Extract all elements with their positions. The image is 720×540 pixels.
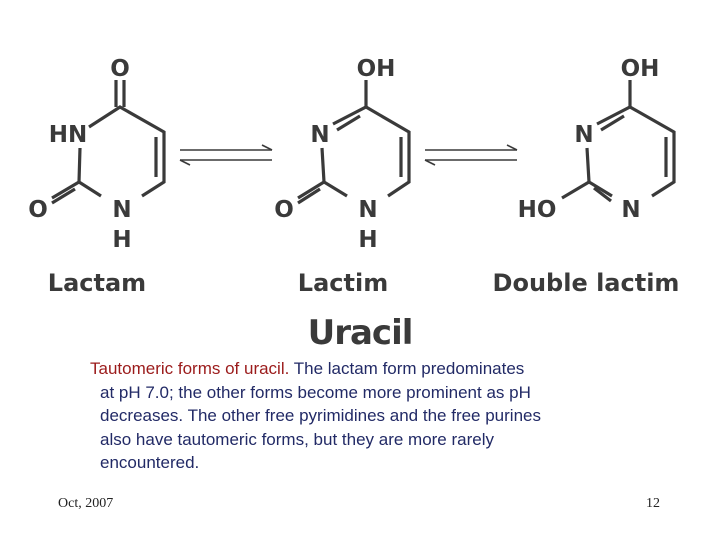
- figure-caption: [90, 357, 690, 475]
- lactam-side-oxygen: O: [28, 197, 48, 223]
- double-lactim-ring-nitrogen: N: [621, 197, 641, 223]
- caption-line-3: decreases. The other free pyrimidines and the free purines: [100, 406, 541, 425]
- double-lactim-hydroxyl-side: HO: [517, 197, 557, 223]
- lactim-ring-nitrogen-upper: N: [310, 122, 330, 148]
- equilibrium-arrows-2: [425, 145, 517, 165]
- lactim-structure: [274, 56, 409, 253]
- lactim-label: Lactim: [297, 269, 389, 297]
- lactam-nitrogen-hydrogen: H: [112, 227, 132, 253]
- lactim-hydroxyl: OH: [356, 56, 396, 82]
- caption-lead: Tautomeric forms of uracil.: [90, 359, 290, 378]
- double-lactim-hydroxyl-top: OH: [620, 56, 660, 82]
- lactam-label: Lactam: [47, 269, 147, 297]
- page-number: 12: [646, 496, 660, 511]
- caption-line-1: [90, 357, 690, 381]
- molecule-title: Uracil: [307, 313, 413, 353]
- double-lactim-label: Double lactim: [492, 269, 680, 297]
- lactam-ring-nitrogen: N: [112, 197, 132, 223]
- footer-date: Oct, 2007: [58, 496, 114, 511]
- double-lactim-structure: [518, 56, 674, 223]
- caption-line-5: encountered.: [100, 453, 200, 472]
- caption-line-4: also have tautomeric forms, but they are more rarely: [100, 429, 494, 449]
- lactim-ring-nitrogen: N: [358, 197, 378, 223]
- lactam-top-oxygen: O: [110, 56, 130, 82]
- lactam-nh-group: HN: [48, 122, 88, 148]
- lactam-structure: [28, 56, 164, 253]
- lactim-side-oxygen: O: [274, 197, 294, 223]
- caption-line-2: at pH 7.0; the other forms become more prominent as pH: [100, 382, 531, 402]
- lactim-nitrogen-hydrogen: H: [358, 227, 378, 253]
- double-lactim-ring-nitrogen-upper: N: [574, 122, 594, 148]
- equilibrium-arrows-1: [180, 145, 272, 165]
- caption-line-1-rest: The lactam form predominates: [289, 359, 525, 378]
